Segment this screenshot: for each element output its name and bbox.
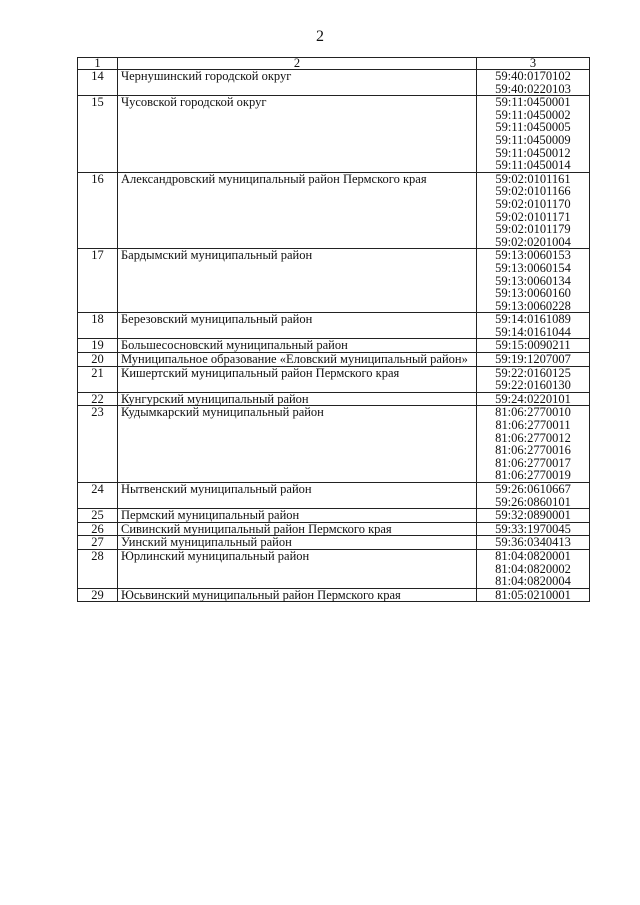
cadastral-code: 81:05:0210001 — [495, 587, 571, 602]
cadastral-code: 59:02:0101166 — [495, 184, 571, 199]
cadastral-codes-cell — [477, 172, 590, 249]
table-row — [78, 313, 590, 339]
cadastral-code: 59:22:0160130 — [495, 378, 571, 393]
cadastral-code: 59:19:1207007 — [495, 352, 571, 367]
table-row — [78, 172, 590, 249]
cadastral-code: 59:13:0060134 — [495, 273, 571, 288]
district-name: Большесосновский муниципальный район — [118, 339, 477, 353]
row-number: 26 — [78, 522, 118, 536]
table-row — [78, 549, 590, 588]
cadastral-code: 59:11:0450001 — [495, 95, 571, 110]
cadastral-code: 59:11:0450005 — [495, 120, 571, 135]
row-number: 20 — [78, 353, 118, 367]
cadastral-code: 59:13:0060154 — [495, 260, 571, 275]
districts-table-body — [78, 58, 590, 602]
cadastral-code: 59:22:0160125 — [495, 365, 571, 380]
row-number: 24 — [78, 483, 118, 509]
cadastral-codes-cell — [477, 522, 590, 536]
cadastral-code: 81:04:0820002 — [495, 561, 571, 576]
cadastral-codes-cell — [477, 536, 590, 550]
district-name: Чернушинский городской округ — [118, 70, 477, 96]
cadastral-code: 59:02:0101170 — [495, 196, 571, 211]
cadastral-code: 59:26:0610667 — [495, 482, 571, 496]
cadastral-code: 59:11:0450009 — [495, 132, 571, 147]
cadastral-code: 59:02:0101171 — [495, 209, 571, 224]
row-number: 15 — [78, 96, 118, 173]
row-number: 27 — [78, 536, 118, 550]
cadastral-code: 81:06:2770012 — [495, 430, 571, 445]
cadastral-codes-cell — [477, 339, 590, 353]
cadastral-code: 59:26:0860101 — [495, 494, 571, 509]
row-number: 29 — [78, 588, 118, 602]
cadastral-code: 59:13:0060228 — [495, 298, 571, 313]
cadastral-codes-cell — [477, 70, 590, 96]
row-number: 21 — [78, 366, 118, 392]
cadastral-codes-cell — [477, 96, 590, 173]
district-name: Березовский муниципальный район — [118, 313, 477, 339]
cadastral-codes-cell — [477, 249, 590, 313]
cadastral-code: 59:02:0101179 — [495, 222, 571, 237]
table-header-row — [78, 58, 590, 70]
cadastral-codes-cell — [477, 509, 590, 523]
table-row — [78, 70, 590, 96]
district-name: Кунгурский муниципальный район — [118, 392, 477, 406]
district-name: Кишертский муниципальный район Пермского края — [118, 366, 477, 392]
page-number: 2 — [316, 28, 324, 45]
table-row — [78, 249, 590, 313]
table-row — [78, 96, 590, 173]
row-number: 18 — [78, 313, 118, 339]
cadastral-codes-cell — [477, 392, 590, 406]
cadastral-code: 59:32:0890001 — [495, 508, 571, 523]
district-name: Уинский муниципальный район — [118, 536, 477, 550]
cadastral-code: 59:15:0090211 — [495, 338, 571, 353]
cadastral-codes-cell — [477, 549, 590, 588]
district-name: Чусовской городской округ — [118, 96, 477, 173]
district-name: Бардымский муниципальный район — [118, 249, 477, 313]
cadastral-code: 59:13:0060153 — [495, 248, 571, 263]
cadastral-code: 59:11:0450014 — [495, 158, 571, 173]
cadastral-codes-cell — [477, 313, 590, 339]
row-number: 28 — [78, 549, 118, 588]
cadastral-codes-cell — [477, 588, 590, 602]
table-row — [78, 509, 590, 523]
cadastral-code: 59:14:0161044 — [495, 324, 571, 339]
cadastral-code: 59:11:0450002 — [495, 107, 571, 122]
cadastral-code: 81:06:2770019 — [495, 468, 571, 483]
table-row — [78, 522, 590, 536]
cadastral-code: 59:40:0220103 — [495, 81, 571, 96]
cadastral-code: 81:04:0820004 — [495, 574, 571, 589]
district-name: Муниципальное образование «Еловский муниципальный район» — [118, 353, 477, 367]
header-col-name: 2 — [118, 58, 477, 70]
cadastral-code: 81:06:2770017 — [495, 455, 571, 470]
district-name: Юсьвинский муниципальный район Пермского края — [118, 588, 477, 602]
header-col-codes: 3 — [477, 58, 590, 70]
district-name: Сивинский муниципальный район Пермского края — [118, 522, 477, 536]
row-number: 25 — [78, 509, 118, 523]
row-number: 22 — [78, 392, 118, 406]
cadastral-code: 59:40:0170102 — [495, 69, 571, 83]
cadastral-code: 59:11:0450012 — [495, 145, 571, 160]
cadastral-code: 59:24:0220101 — [495, 391, 571, 406]
cadastral-code: 59:36:0340413 — [495, 535, 571, 550]
cadastral-codes-cell — [477, 366, 590, 392]
table-row — [78, 339, 590, 353]
row-number: 14 — [78, 70, 118, 96]
table-row — [78, 366, 590, 392]
district-name: Нытвенский муниципальный район — [118, 483, 477, 509]
table-row — [78, 392, 590, 406]
cadastral-code: 81:04:0820001 — [495, 548, 571, 563]
cadastral-code: 59:13:0060160 — [495, 286, 571, 301]
cadastral-codes-cell — [477, 406, 590, 483]
cadastral-code: 59:14:0161089 — [495, 312, 571, 327]
cadastral-code: 81:06:2770010 — [495, 405, 571, 420]
district-name: Пермский муниципальный район — [118, 509, 477, 523]
table-row — [78, 588, 590, 602]
cadastral-codes-cell — [477, 353, 590, 367]
district-name: Александровский муниципальный район Пермского края — [118, 172, 477, 249]
district-name: Кудымкарский муниципальный район — [118, 406, 477, 483]
cadastral-code: 59:02:0201004 — [495, 234, 571, 249]
cadastral-code: 81:06:2770016 — [495, 443, 571, 458]
cadastral-code: 81:06:2770011 — [495, 418, 571, 433]
row-number: 17 — [78, 249, 118, 313]
table-row — [78, 353, 590, 367]
table-row — [78, 406, 590, 483]
row-number: 19 — [78, 339, 118, 353]
row-number: 23 — [78, 406, 118, 483]
district-name: Юрлинский муниципальный район — [118, 549, 477, 588]
row-number: 16 — [78, 172, 118, 249]
districts-table — [77, 57, 590, 602]
cadastral-code: 59:33:1970045 — [495, 521, 571, 536]
table-row — [78, 536, 590, 550]
header-col-number: 1 — [78, 58, 118, 70]
table-row — [78, 483, 590, 509]
cadastral-codes-cell — [477, 483, 590, 509]
cadastral-code: 59:02:0101161 — [495, 171, 571, 186]
